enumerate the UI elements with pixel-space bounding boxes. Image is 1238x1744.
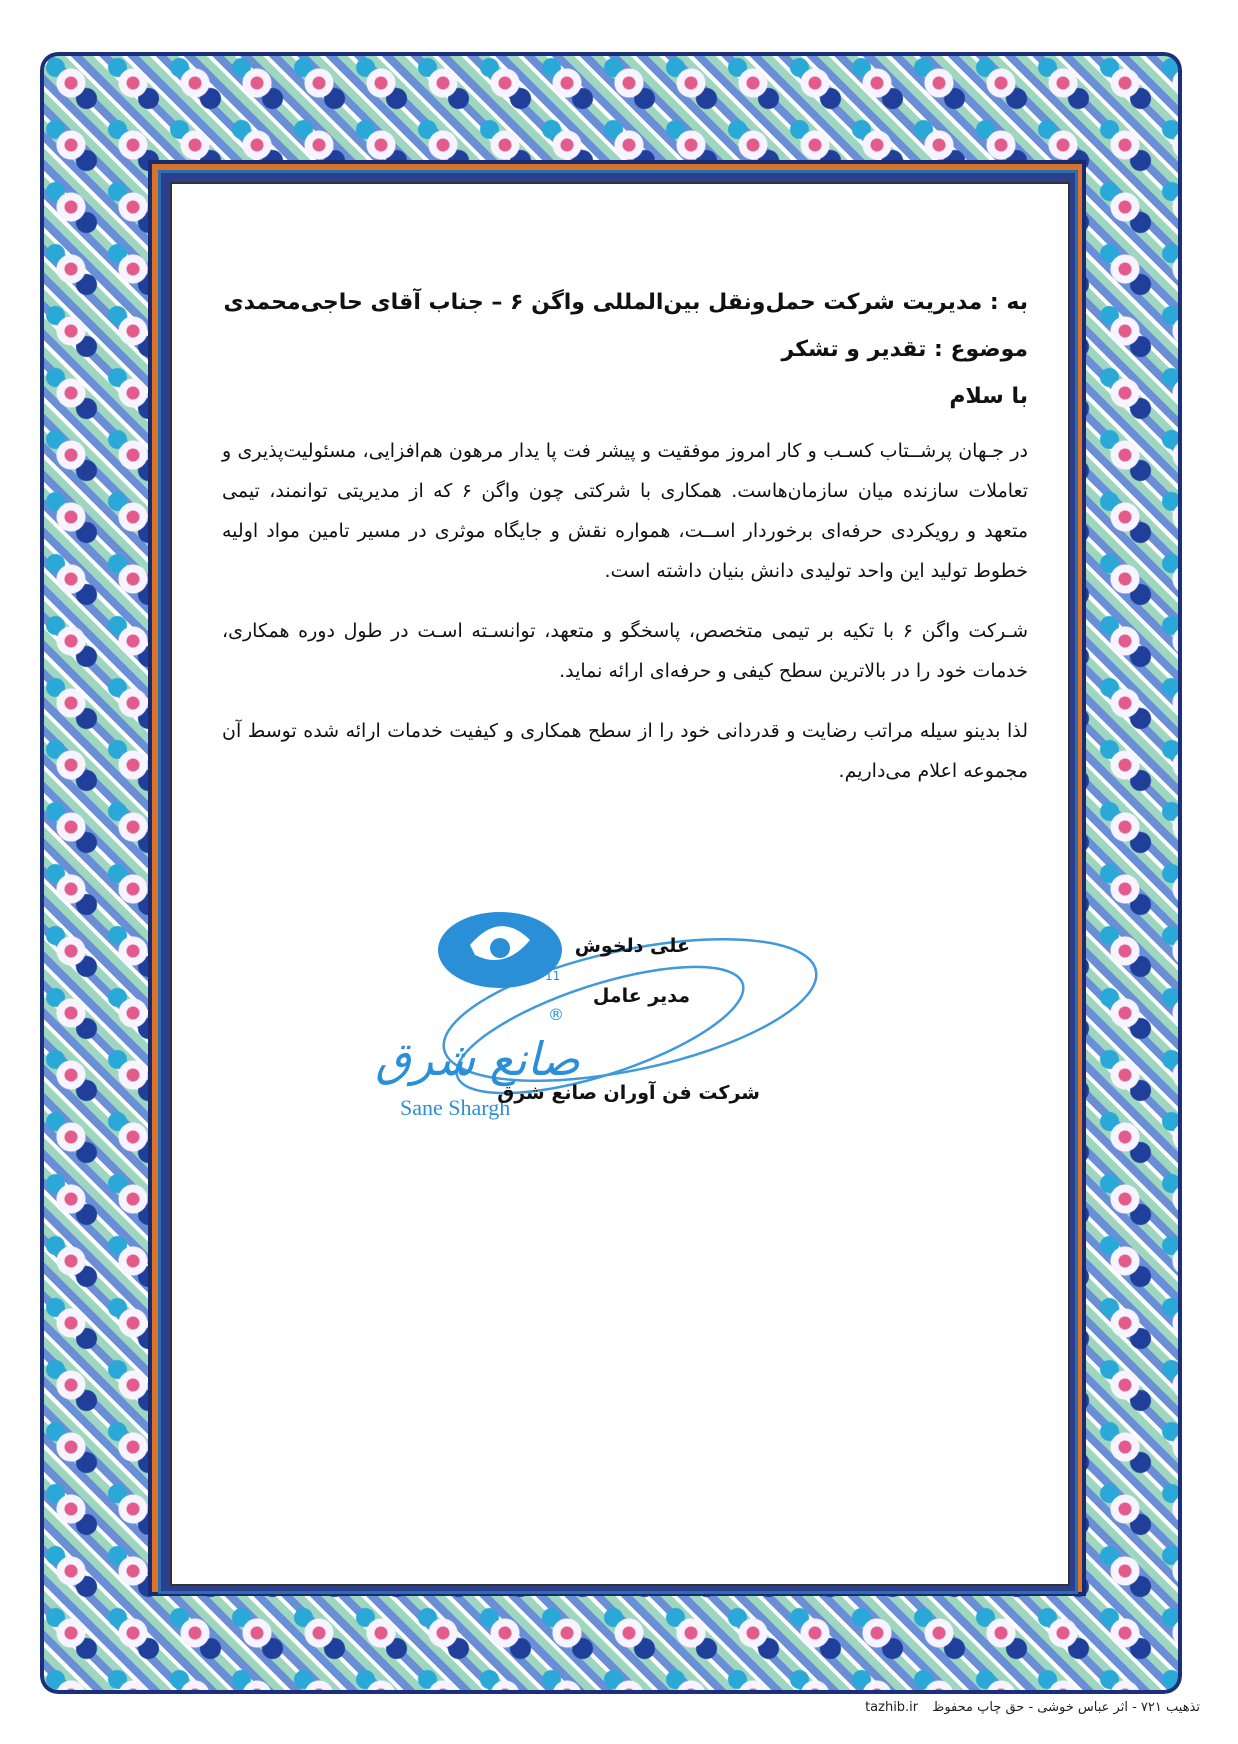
- footer: [780, 1700, 1200, 1715]
- stamp-logo: [438, 912, 562, 988]
- paragraph-1: در جـهان پرشــتاب کسـب و کار امروز موفقیت و پیشر فت پا یدار مرهون هم‌افزایی، مسئولیت‌پذیری و تعاملات سازنده میان سازمان‌هاست. همکاری با شرکتی چون واگن ۶ که از مدیریتی توانمند، تیمی متعهد و رویکردی حرفه‌ای برخوردار اســت، همواره نقش و جایگاه موثری در مسیر تامین مواد اولیه خطوط تولید این واحد تولیدی دانش بنیان داشته است.: [222, 440, 1028, 582]
- footer-text: تذهیب ۷۲۱ - اثر عباس خوشی - حق چاپ محفوظ: [932, 1700, 1200, 1715]
- recipient-line: به : مدیریت شرکت حمل‌ونقل بین‌المللی واگن ۶ – جناب آقای حاجی‌محمدی: [223, 290, 1028, 315]
- subject-line: موضوع : تقدیر و تشکر: [781, 337, 1028, 362]
- letter-body: [222, 290, 1028, 791]
- signer-name: علی دلخوش: [574, 935, 690, 957]
- footer-site[interactable]: tazhib.ir: [865, 1700, 919, 1715]
- stamp-number: 11: [545, 969, 561, 983]
- stamp-registered: ®: [548, 1005, 564, 1024]
- signer-title: مدیر عامل: [592, 985, 690, 1007]
- paragraph-3: لذا بدینو سیله مراتب رضایت و قدردانی خود را از سطح همکاری و کیفیت خدمات ارائه شده توسط آن مجموعه اعلام می‌داریم.: [222, 720, 1028, 782]
- greeting: با سلام: [949, 384, 1028, 409]
- stamp-persian: صانع شرق: [375, 1032, 580, 1086]
- stamp-latin: Sane Shargh: [400, 1095, 511, 1120]
- signer-company: شرکت فن آوران صانع شرق: [497, 1082, 760, 1104]
- paragraph-2: شـرکت واگن ۶ با تکیه بر تیمی متخصص، پاسخگو و متعهد، توانسـته اسـت در طول دوره همکاری، خدمات خود را در بالاترین سطح کیفی و حرفه‌ای ارائه نماید.: [222, 620, 1028, 682]
